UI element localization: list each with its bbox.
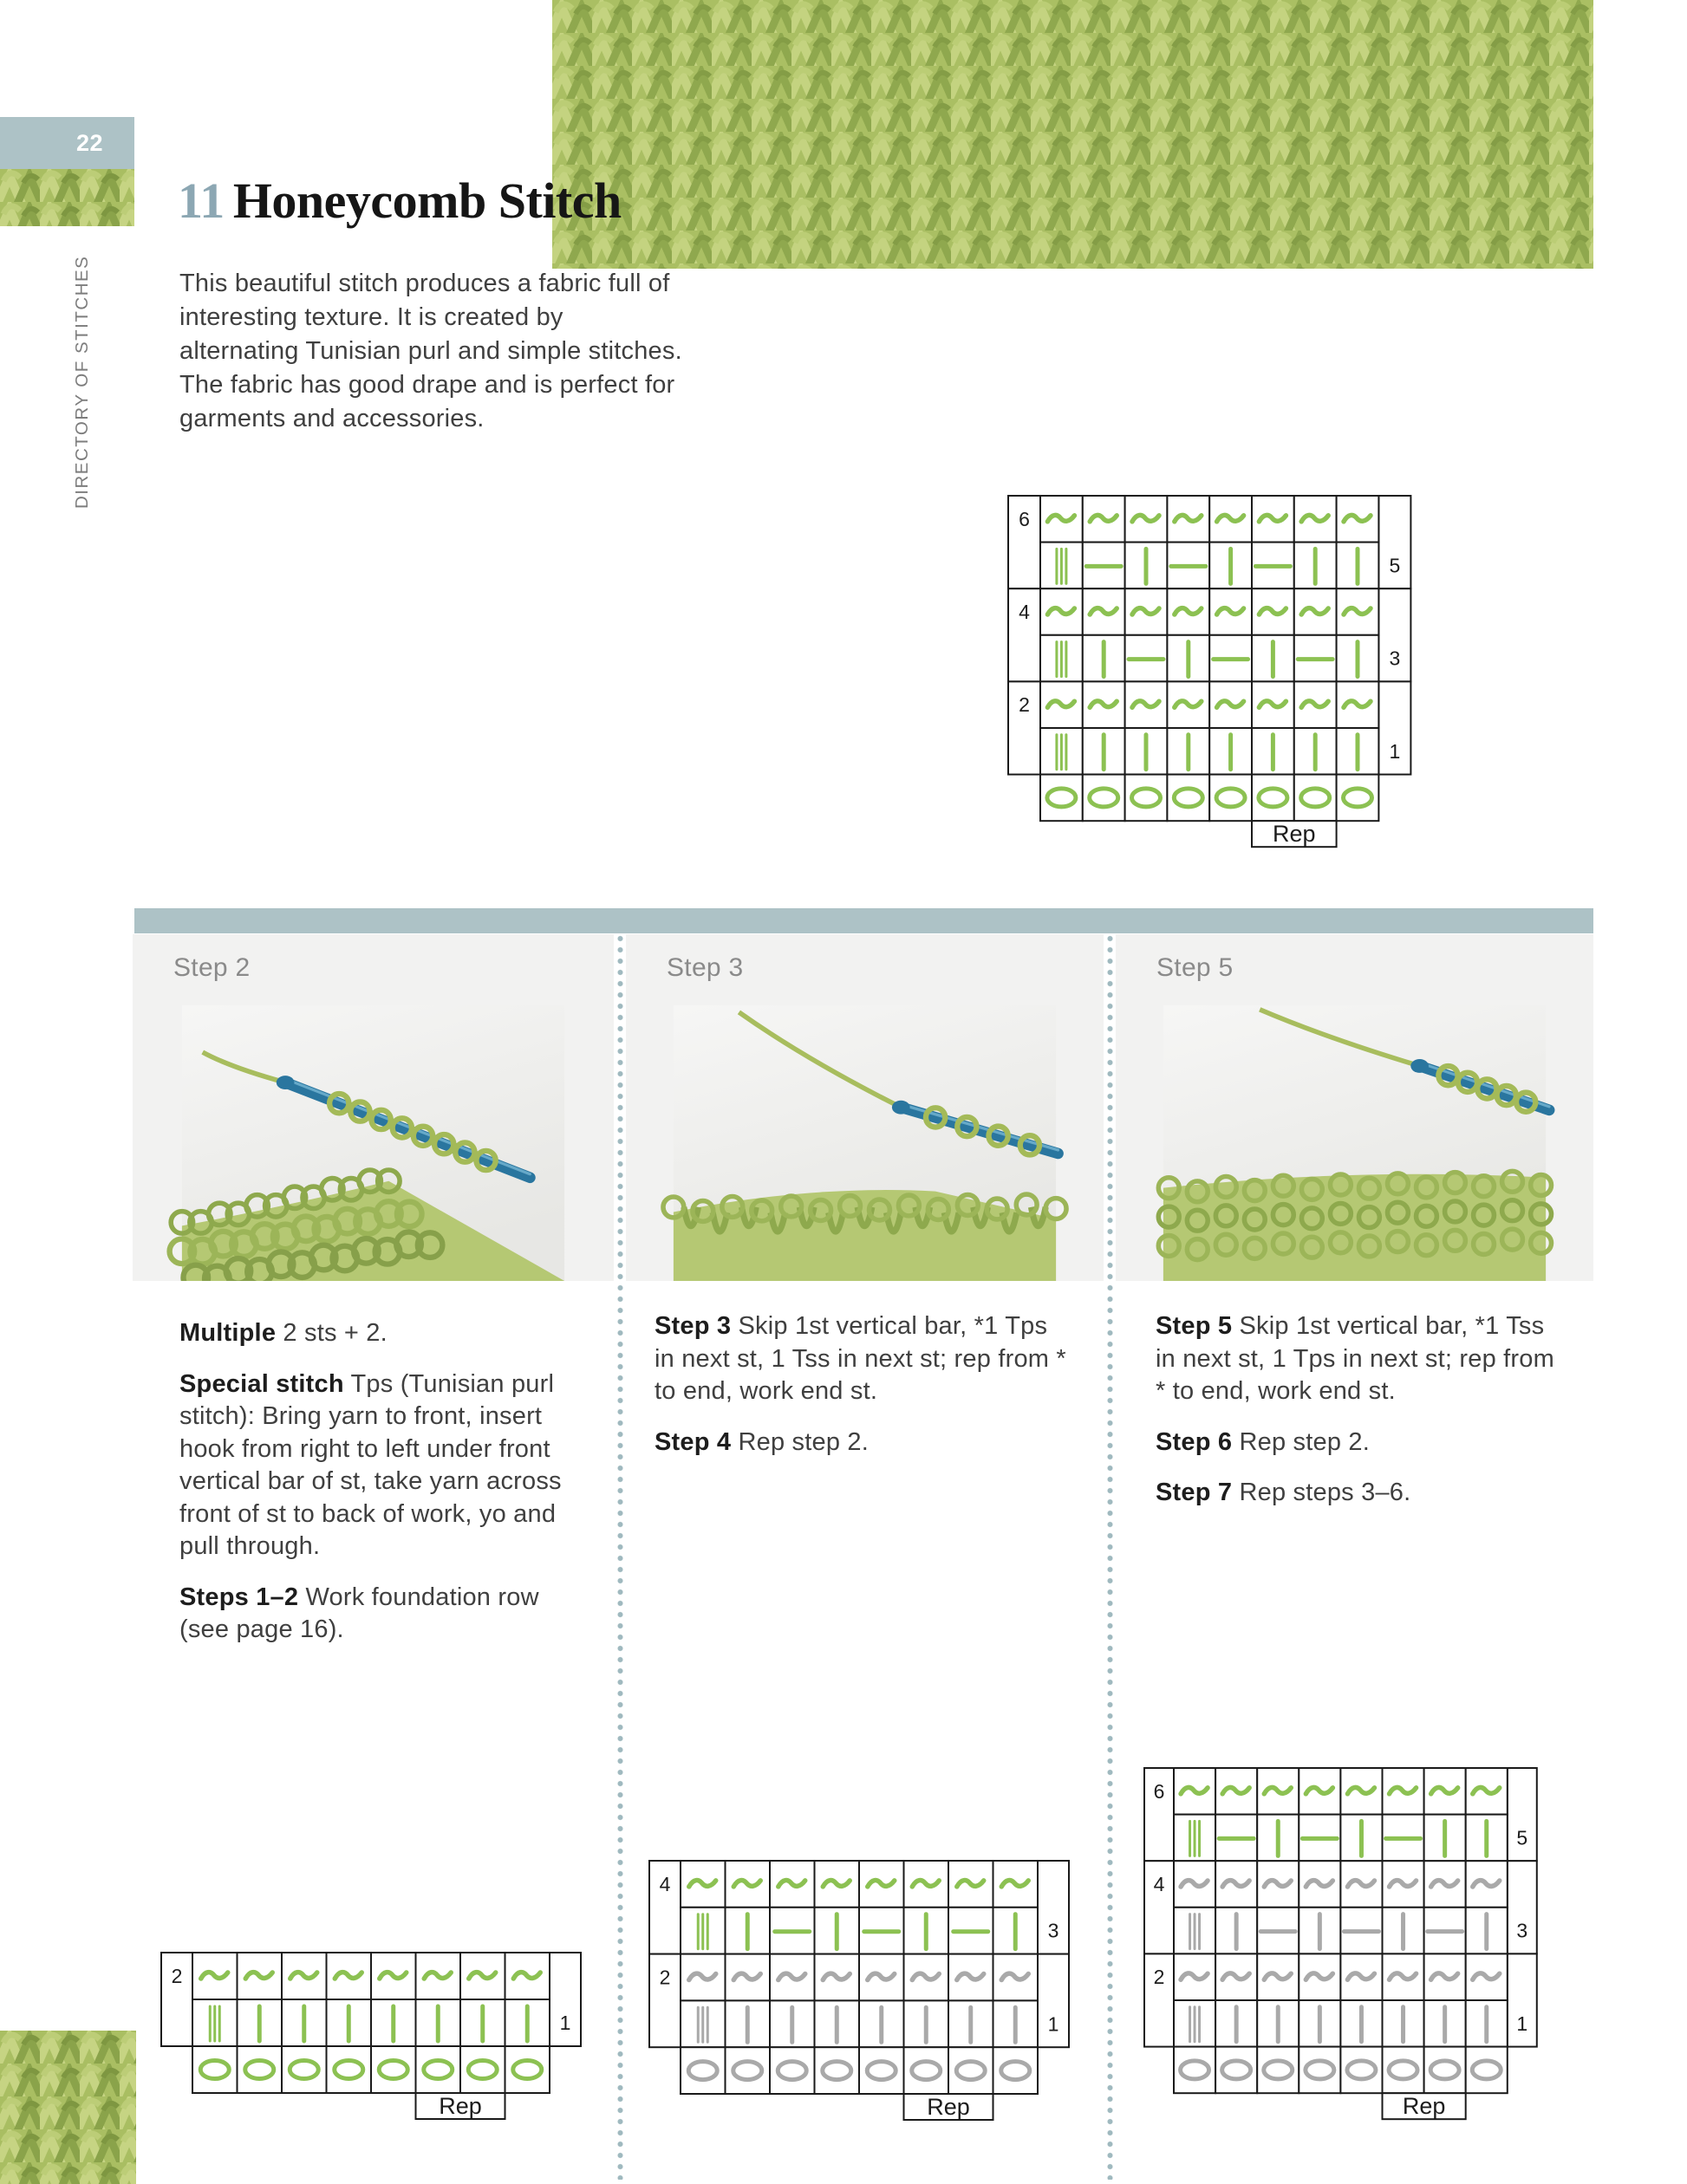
intro-text: This beautiful stitch produces a fabric full of interesting texture. It is created by alternating Tunisian purl and simple stitches. The fabric has good drape and is perfect for garments and accessories. [179, 270, 682, 432]
instruction-paragraph: Step 5 Skip 1st vertical bar, *1 Tss in next st, 1 Tps in next st; rep from * to end, work end st. [1156, 1312, 1554, 1405]
svg-text:4: 4 [1153, 1872, 1165, 1895]
step5-photo [1116, 1005, 1593, 1281]
svg-text:Rep: Rep [1402, 2093, 1446, 2120]
page-title [178, 172, 622, 230]
instructions-column-2 [655, 1310, 1069, 1477]
page-number-tab [0, 117, 134, 169]
stitch-thumbnail-bottom [0, 2031, 136, 2184]
svg-text:1: 1 [559, 2012, 571, 2034]
step-panel-2 [133, 934, 614, 1281]
instruction-paragraph: Step 4 Rep step 2. [655, 1427, 870, 1456]
instruction-paragraph: Special stitch Tps (Tunisian purl stitch): Bring yarn to front, insert hook from right to left under front vertical bar of st, take yarn across front of st to back of work, yo and pull through. [179, 1369, 562, 1560]
svg-text:5: 5 [1516, 1826, 1528, 1849]
instruction-paragraph: Step 6 Rep step 2. [1156, 1427, 1371, 1456]
svg-text:3: 3 [1516, 1919, 1528, 1942]
stitch-photo-large [552, 0, 1593, 269]
svg-text:4: 4 [659, 1872, 671, 1895]
step-panel-5 [1116, 934, 1593, 1281]
step3-photo [626, 1005, 1104, 1281]
svg-text:Rep: Rep [1273, 821, 1316, 848]
svg-text:3: 3 [1047, 1919, 1059, 1942]
instructions-column-3 [1156, 1310, 1570, 1528]
stitch-number: 11 [178, 172, 225, 229]
svg-text:4: 4 [1019, 600, 1030, 623]
instruction-paragraph: Multiple 2 sts + 2. [179, 1319, 388, 1347]
svg-text:Rep: Rep [927, 2094, 970, 2120]
svg-text:6: 6 [1153, 1779, 1165, 1803]
column-divider-left [617, 934, 623, 2180]
svg-text:2: 2 [659, 1966, 671, 1989]
stitch-chart-step5 [1144, 1768, 1537, 2122]
svg-text:3: 3 [1389, 647, 1401, 670]
svg-text:1: 1 [1047, 2012, 1059, 2036]
sidebar-section-label: DIRECTORY OF STITCHES [72, 255, 92, 509]
step-header: Step 2 [173, 953, 251, 982]
instruction-paragraph: Steps 1–2 Work foundation row (see page 16). [179, 1583, 539, 1643]
stitch-chart-main [1008, 496, 1410, 850]
svg-text:1: 1 [1516, 2012, 1528, 2035]
svg-text:6: 6 [1019, 507, 1030, 530]
stitch-chart-step3 [649, 1861, 1069, 2123]
svg-text:2: 2 [171, 1965, 183, 1987]
column-divider-right [1107, 934, 1113, 2180]
instruction-paragraph: Step 7 Rep steps 3–6. [1156, 1479, 1411, 1506]
svg-text:5: 5 [1389, 554, 1401, 577]
step-header: Step 3 [667, 953, 744, 982]
step-header: Step 5 [1156, 953, 1234, 982]
svg-text:2: 2 [1019, 693, 1030, 717]
svg-text:2: 2 [1153, 1966, 1165, 1989]
stitch-chart-step2 [161, 1953, 581, 2122]
step-panel-3 [626, 934, 1104, 1281]
svg-text:Rep: Rep [439, 2093, 482, 2119]
svg-text:1: 1 [1389, 739, 1401, 763]
page-number: 22 [75, 129, 103, 156]
instructions-column-1 [179, 1317, 594, 1665]
step2-photo [133, 1005, 614, 1281]
stitch-thumbnail-top [0, 169, 134, 226]
instruction-paragraph: Step 3 Skip 1st vertical bar, *1 Tps in next st, 1 Tss in next st; rep from * to end, work end st. [655, 1312, 1066, 1405]
section-divider-bar [134, 908, 1593, 933]
stitch-name: Honeycomb Stitch [232, 172, 622, 229]
